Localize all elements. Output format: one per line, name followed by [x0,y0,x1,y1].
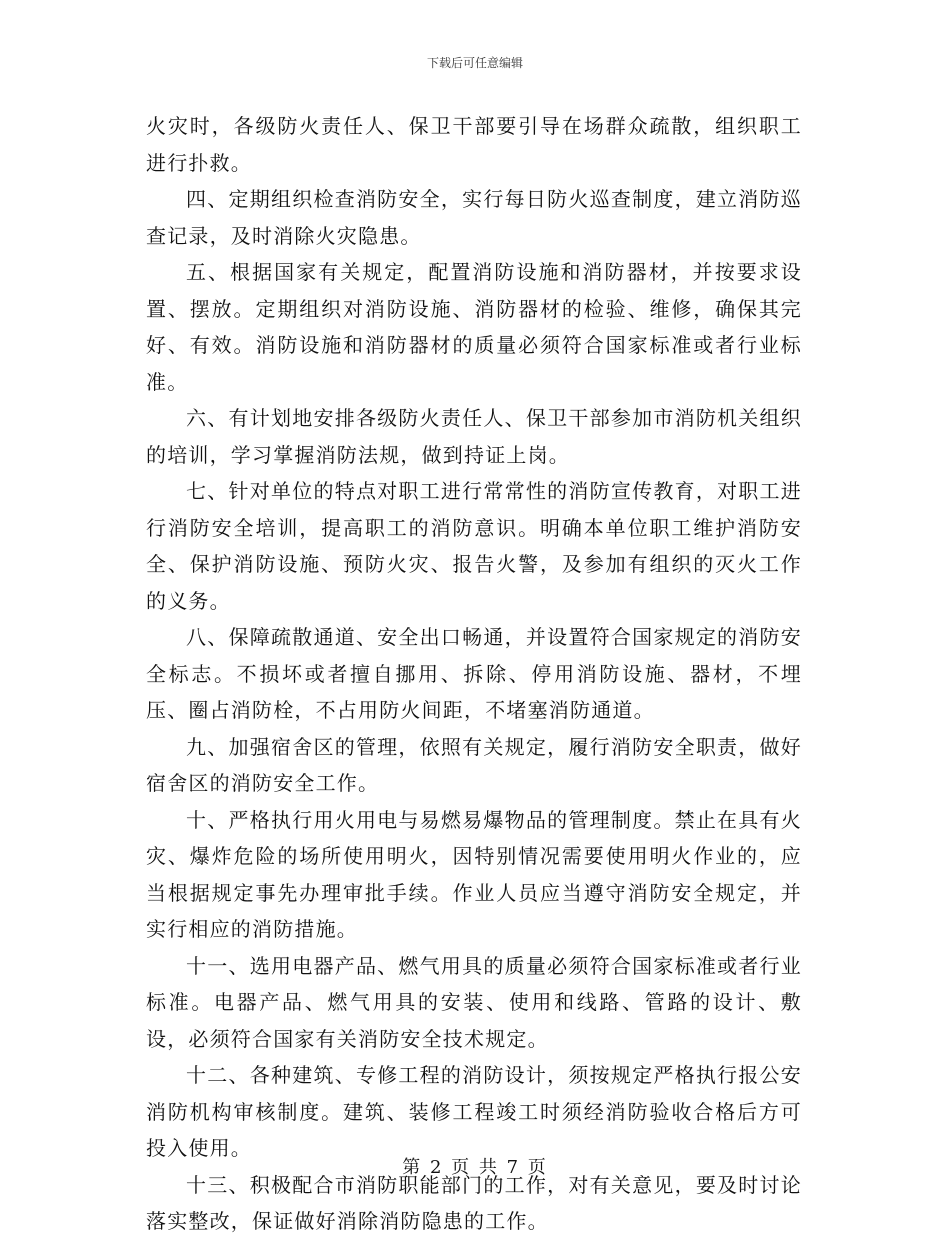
paragraph-item-6: 六、有计划地安排各级防火责任人、保卫干部参加市消防机关组织的培训，学习掌握消防法规，做到持证上岗。 [146,406,802,467]
paragraph-item-5: 五、根据国家有关规定，配置消防设施和消防器材，并按要求设置、摆放。定期组织对消防设施、消防器材的检验、维修，确保其完好、有效。消防设施和消防器材的质量必须符合国家标准或者行业标准。 [146,260,802,394]
paragraph-item-7: 七、针对单位的特点对职工进行常常性的消防宣传教育，对职工进行消防安全培训，提高职工的消防意识。明确本单位职工维护消防安全、保护消防设施、预防火灾、报告火警，及参加有组织的灭火工作的义务。 [146,479,802,613]
paragraph-continuation: 火灾时，各级防火责任人、保卫干部要引导在场群众疏散，组织职工进行扑救。 [146,114,802,175]
document-body [146,108,802,1240]
paragraph-item-9: 九、加强宿舍区的管理，依照有关规定，履行消防安全职责，做好宿舍区的消防安全工作。 [146,734,802,795]
paragraph-item-12: 十二、各种建筑、专修工程的消防设计，须按规定严格执行报公安消防机构审核制度。建筑、装修工程竣工时须经消防验收合格后方可投入使用。 [146,1063,802,1160]
paragraph-item-8: 八、保障疏散通道、安全出口畅通，并设置符合国家规定的消防安全标志。不损坏或者擅自挪用、拆除、停用消防设施、器材，不埋压、圈占消防栓，不占用防火间距，不堵塞消防通道。 [146,625,802,722]
paragraph-item-10: 十、严格执行用火用电与易燃易爆物品的管理制度。禁止在具有火灾、爆炸危险的场所使用明火，因特别情况需要使用明火作业的，应当根据规定事先办理审批手续。作业人员应当遵守消防安全规定，并实行相应的消防措施。 [146,807,802,941]
paragraph-item-4: 四、定期组织检查消防安全，实行每日防火巡查制度，建立消防巡查记录，及时消除火灾隐患。 [146,187,802,248]
page-header: 下载后可任意编辑 [426,56,523,70]
paragraph-item-13: 十三、积极配合市消防职能部门的工作，对有关意见，要及时讨论落实整改，保证做好消除消防隐患的工作。 [146,1172,802,1233]
paragraph-item-11: 十一、选用电器产品、燃气用具的质量必须符合国家标准或者行业标准。电器产品、燃气用具的安装、使用和线路、管路的设计、敷设，必须符合国家有关消防安全技术规定。 [146,953,802,1051]
page-footer: 第 2 页 共 7 页 [402,1157,548,1178]
